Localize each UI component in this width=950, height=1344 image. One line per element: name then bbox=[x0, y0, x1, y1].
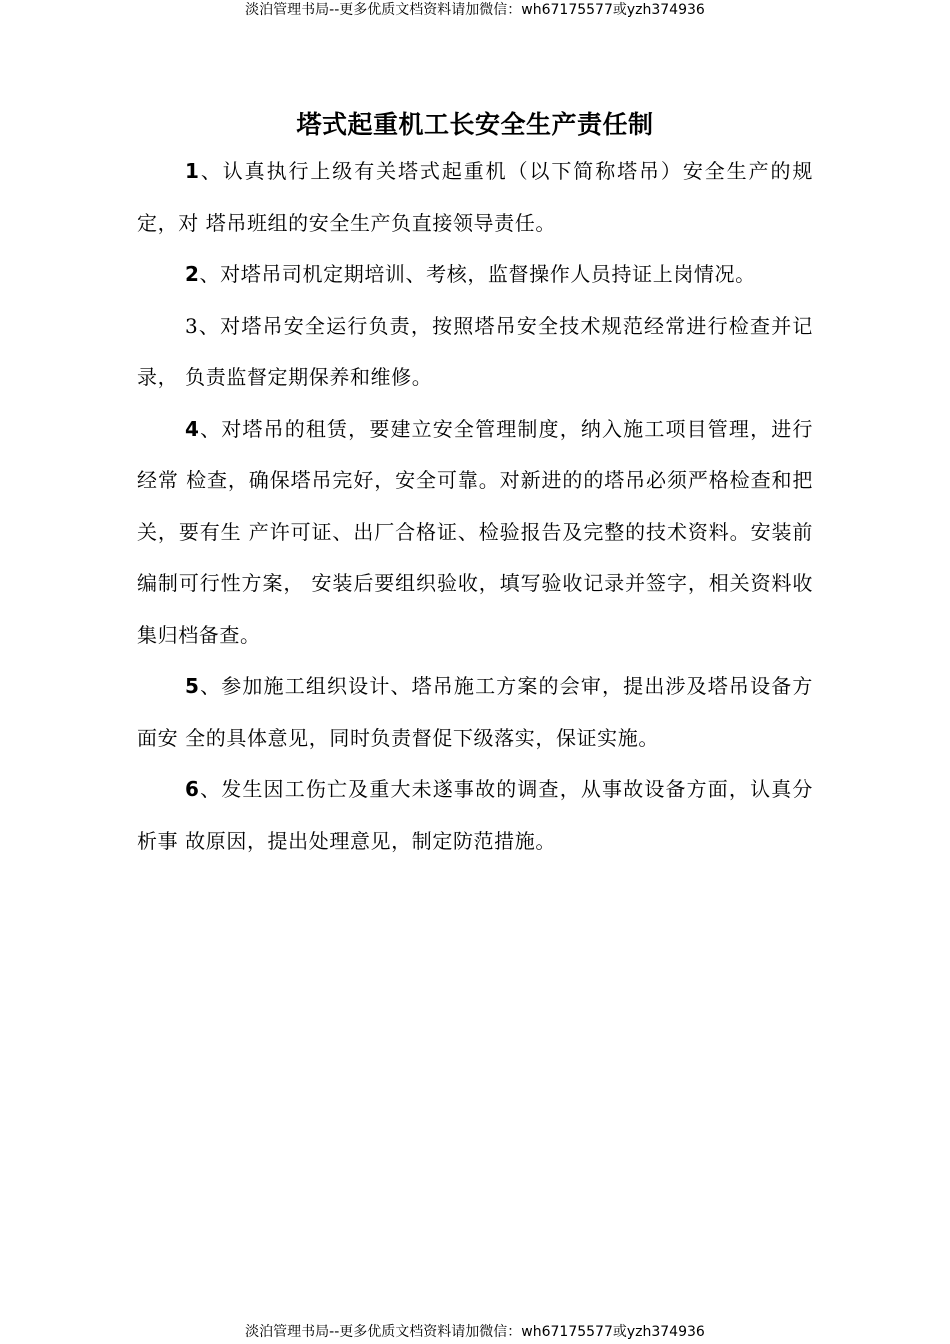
clause-text: 、参加施工组织设计、塔吊施工方案的会审，提出涉及塔吊设备方面安 全的具体意见，同时负责督促下级落实，保证实施。 bbox=[137, 674, 813, 750]
clause-1 bbox=[137, 146, 813, 249]
clause-text: 、对塔吊司机定期培训、考核，监督操作人员持证上岗情况。 bbox=[199, 262, 756, 286]
clause-5 bbox=[137, 661, 813, 764]
footer-watermark-note: 淡泊管理书局--更多优质文档资料请加微信：wh67175577或yzh374936 bbox=[245, 1324, 705, 1340]
clause-number: 5 bbox=[185, 674, 200, 698]
clause-number: 2 bbox=[185, 262, 200, 286]
clause-number: 6 bbox=[185, 777, 200, 801]
clause-text: 、认真执行上级有关塔式起重机（以下简称塔吊）安全生产的规定，对 塔吊班组的安全生产负直接领导责任。 bbox=[137, 159, 813, 235]
clause-text: 、发生因工伤亡及重大未遂事故的调查，从事故设备方面，认真分析事 故原因，提出处理意见，制定防范措施。 bbox=[137, 777, 813, 853]
header-watermark-note: 淡泊管理书局--更多优质文档资料请加微信：wh67175577或yzh374936 bbox=[245, 2, 705, 18]
clause-3 bbox=[137, 301, 813, 404]
clause-text: 、对塔吊安全运行负责，按照塔吊安全技术规范经常进行检查并记录， 负责监督定期保养和维修。 bbox=[137, 313, 813, 389]
clause-2 bbox=[137, 249, 813, 301]
document-title: 塔式起重机工长安全生产责任制 bbox=[296, 109, 654, 139]
clause-4 bbox=[137, 404, 813, 662]
document-body bbox=[137, 146, 813, 867]
clause-text: 、对塔吊的租赁，要建立安全管理制度，纳入施工项目管理，进行经常 检查，确保塔吊完好，安全可靠。对新进的的塔吊必须严格检查和把关，要有生 产许可证、出厂合格证、检验报告及完整的技术资料。安装前编制可行性方案， 安装后要组织验收，填写验收记录并签字，相关资料收集归档备查。 bbox=[137, 416, 813, 647]
clause-6 bbox=[137, 764, 813, 867]
clause-number: 3 bbox=[185, 313, 199, 338]
clause-number: 1 bbox=[185, 159, 200, 183]
clause-number: 4 bbox=[185, 416, 200, 441]
